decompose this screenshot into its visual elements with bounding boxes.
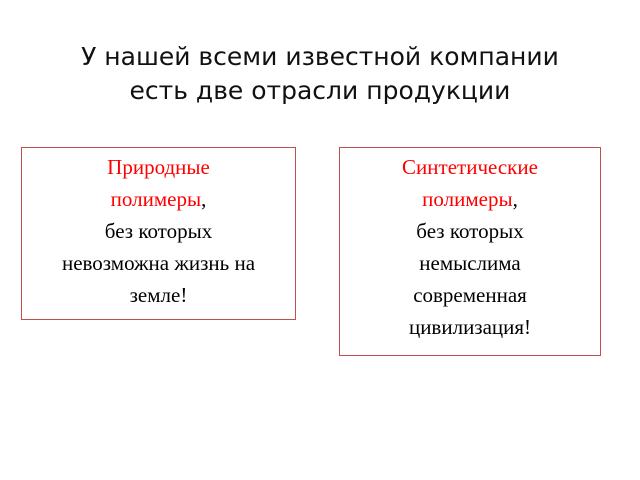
natural-polymers-text-line-1: без которых xyxy=(104,219,213,243)
comma: , xyxy=(512,187,518,211)
natural-polymers-box xyxy=(21,147,296,320)
slide-title xyxy=(20,40,620,108)
synthetic-polymers-term-line xyxy=(340,183,600,215)
synthetic-polymers-text-line-2: немыслима xyxy=(419,251,521,275)
title-line-2: есть две отрасли продукции xyxy=(129,76,511,105)
synthetic-polymers-heading: Синтетические xyxy=(402,155,538,179)
polymers-term: полимеры xyxy=(422,187,513,211)
synthetic-polymers-text-line-3: современная xyxy=(413,283,527,307)
synthetic-polymers-box xyxy=(339,147,601,356)
title-line-1: У нашей всеми известной компании xyxy=(81,42,559,71)
natural-polymers-term-line xyxy=(22,183,295,215)
natural-polymers-text-line-2: невозможна жизнь на xyxy=(61,251,256,275)
comma: , xyxy=(201,187,207,211)
synthetic-polymers-text-line-1: без которых xyxy=(416,219,524,243)
natural-polymers-heading: Природные xyxy=(107,155,210,179)
synthetic-polymers-text-line-4: цивилизация! xyxy=(408,315,532,339)
natural-polymers-text-line-3: земле! xyxy=(129,283,188,307)
polymers-term: полимеры xyxy=(110,187,202,211)
